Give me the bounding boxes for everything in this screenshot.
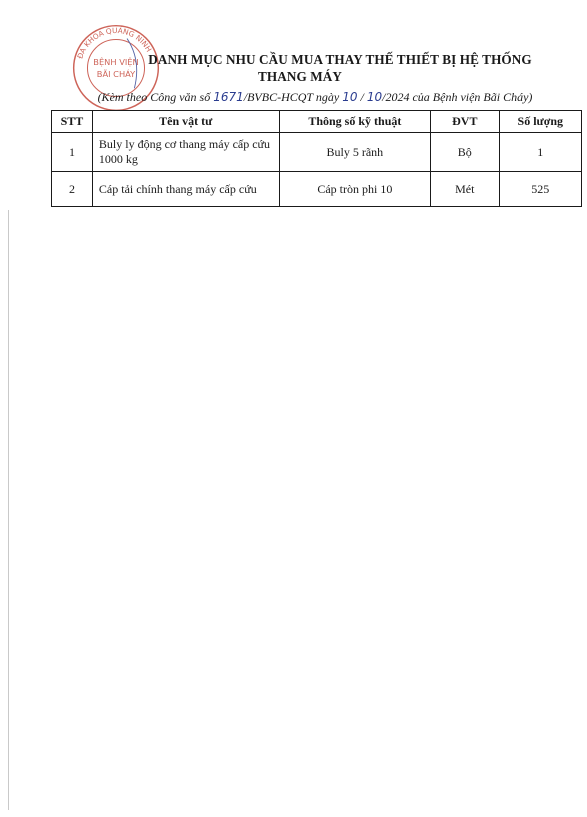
table-row	[52, 133, 582, 172]
equipment-table	[51, 110, 582, 207]
handwritten-doc-number: 1671	[213, 90, 244, 104]
cell-qty: 1	[499, 133, 581, 172]
header-unit: ĐVT	[431, 111, 500, 133]
cell-spec: Buly 5 rãnh	[279, 133, 430, 172]
header-spec: Thông số kỹ thuật	[279, 111, 430, 133]
cell-qty: 525	[499, 172, 581, 207]
cell-stt: 1	[52, 133, 93, 172]
subtitle-prefix: (Kèm theo Công văn số	[97, 90, 214, 104]
document-subtitle	[60, 90, 570, 105]
stamp-outer-text: ĐA KHOA QUẢNG NINH	[75, 25, 154, 60]
cell-spec: Cáp tròn phi 10	[279, 172, 430, 207]
header-stt: STT	[52, 111, 93, 133]
cell-name: Buly ly động cơ thang máy cấp cứu 1000 kg	[92, 133, 279, 172]
cell-name: Cáp tải chính thang máy cấp cứu	[92, 172, 279, 207]
cell-unit: Mét	[431, 172, 500, 207]
document-title-line1: DANH MỤC NHU CẦU MUA THAY THẾ THIẾT BỊ HỆ THỐNG	[148, 52, 532, 67]
subtitle-mid: /BVBC-HCQT ngày	[243, 90, 343, 104]
cell-unit: Bộ	[431, 133, 500, 172]
stamp-inner-line1: BỆNH VIỆN	[93, 57, 139, 68]
header-name: Tên vật tư	[92, 111, 279, 133]
header-qty: Số lượng	[499, 111, 581, 133]
subtitle-suffix: /2024 của Bệnh viện Bãi Cháy)	[382, 90, 533, 104]
table-row	[52, 172, 582, 207]
stamp-inner-line2: BÃI CHÁY	[96, 69, 136, 80]
cell-stt: 2	[52, 172, 93, 207]
table-header-row	[52, 111, 582, 133]
page-edge-line	[8, 210, 9, 810]
document-title-line2: THANG MÁY	[257, 69, 343, 84]
handwritten-day: 10	[342, 90, 358, 104]
date-separator: /	[357, 90, 367, 104]
handwritten-month: 10	[366, 90, 383, 104]
